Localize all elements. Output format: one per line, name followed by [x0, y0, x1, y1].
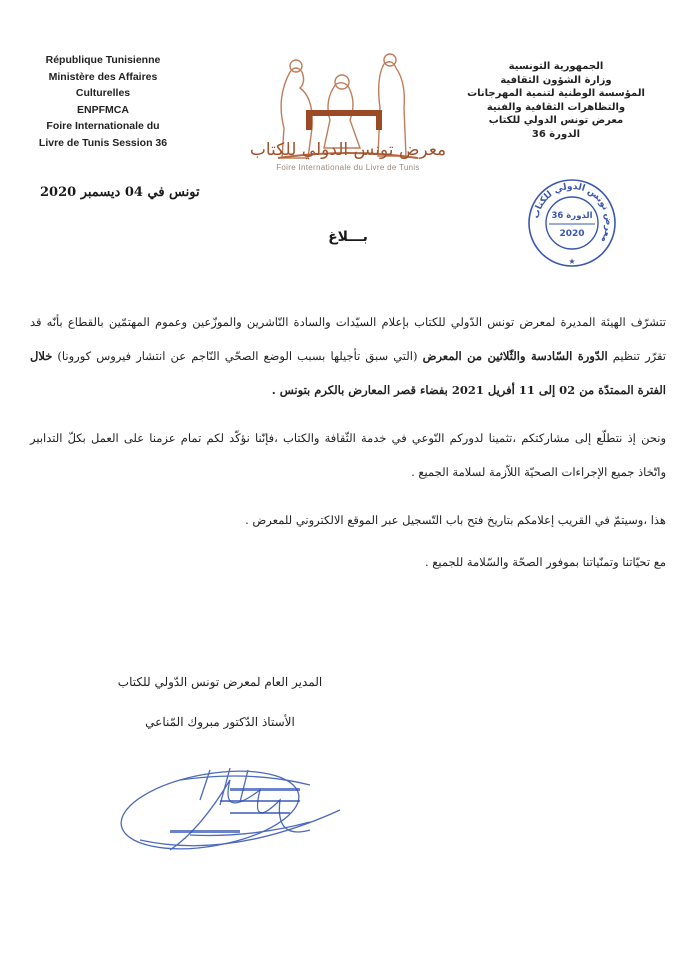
logo-french-text: Foire Internationale du Livre de Tunis	[276, 163, 420, 172]
header-left-french	[28, 52, 178, 151]
paragraph-1	[30, 305, 666, 407]
fair-logo	[208, 52, 488, 180]
announcement-title: بـــلاغ	[328, 229, 368, 245]
header-left-line: République Tunisienne	[45, 54, 161, 66]
header-right-line: معرض تونس الدولي للكتاب	[488, 115, 624, 126]
stamp-session: الدورة 36	[551, 211, 593, 221]
header-left-line: Culturelles	[75, 87, 131, 99]
signature-block	[100, 675, 340, 755]
paragraph-2: ونحن إذ نتطلّع إلى مشاركتكم ،تثمينا لدوركم النّوعي في خدمة الثّقافة والكتاب ،فإنّنا نؤكّد لكم تمام عزمنا على العمل بكلّ التدابير واتّخاذ جميع الإجراءات الصحيّة اللاّزمة لسلامة الجميع .	[30, 431, 666, 479]
figures-illustration-icon	[208, 52, 488, 180]
header-left-line: ENPFMCA	[77, 103, 129, 116]
header-right-line: الدورة 36	[531, 128, 581, 140]
header-right-line: المؤسسة الوطنية لتنمية المهرجانات	[467, 88, 645, 99]
official-stamp	[527, 178, 617, 268]
paragraph-4: مع تحيّاتنا وتمنّياتنا بموفور الصحّة والسّلامة للجميع .	[424, 555, 666, 569]
signatory-role: المدير العام لمعرض تونس الدّولي للكتاب	[117, 675, 323, 689]
paragraph-1-bold-dates: خلال الفترة الممتدّة من 02 إلى 11 أفريل 2021 بفضاء قصر المعارض بالكرم بتونس .	[30, 349, 666, 397]
stamp-ring-text: معرض تونس الدولي للكتاب	[531, 181, 614, 245]
stamp-year: 2020	[559, 229, 585, 239]
signature-stamp-icon	[110, 760, 370, 880]
stamp-star-icon: ★	[568, 257, 576, 266]
header-left-line: Livre de Tunis Session 36	[38, 136, 168, 149]
document-date: تونس في 04 ديسمبر 2020	[40, 185, 200, 200]
paragraph-1-text-b: (التي سبق تأجيلها بسبب الوضع الصحّي النّاجم عن انتشار فيروس كورونا)	[52, 349, 423, 363]
logo-arabic-text: معرض تونس الدولي للكتاب	[249, 140, 447, 160]
header-left-line: Foire Internationale du	[46, 120, 160, 132]
header-right-line: والتظاهرات الثقافية والفنية	[486, 101, 626, 113]
header-left-line: Ministère des Affaires	[48, 70, 158, 83]
paragraph-1-bold-session: الدّورة السّادسة والثّلاثين من المعرض	[422, 349, 608, 363]
header-right-line: الجمهورية التونسية	[508, 61, 604, 72]
handwritten-signature	[110, 760, 370, 880]
paragraph-3: هذا ،وسيتمّ في القريب إعلامكم بتاريخ فتح باب التّسجيل عبر الموقع الالكتروني للمعرض .	[245, 513, 666, 527]
announcement-body	[30, 305, 666, 587]
header-right-line: وزارة الشؤون الثقافية	[500, 74, 612, 86]
signatory-name: الأستاذ الدّكتور مبروك المّناعي	[145, 715, 295, 729]
paragraph-1-text-a: تتشرّف الهيئة المديرة لمعرض تونس الدّولي للكتاب بإعلام السيّدات والسادة النّاشرين والموزّعين وعموم المهتمّين بالقطاع بأنّه قد تقرّر تنظيم	[30, 315, 666, 363]
stamp-outer-ring	[529, 180, 615, 266]
header-right-arabic	[456, 60, 656, 141]
